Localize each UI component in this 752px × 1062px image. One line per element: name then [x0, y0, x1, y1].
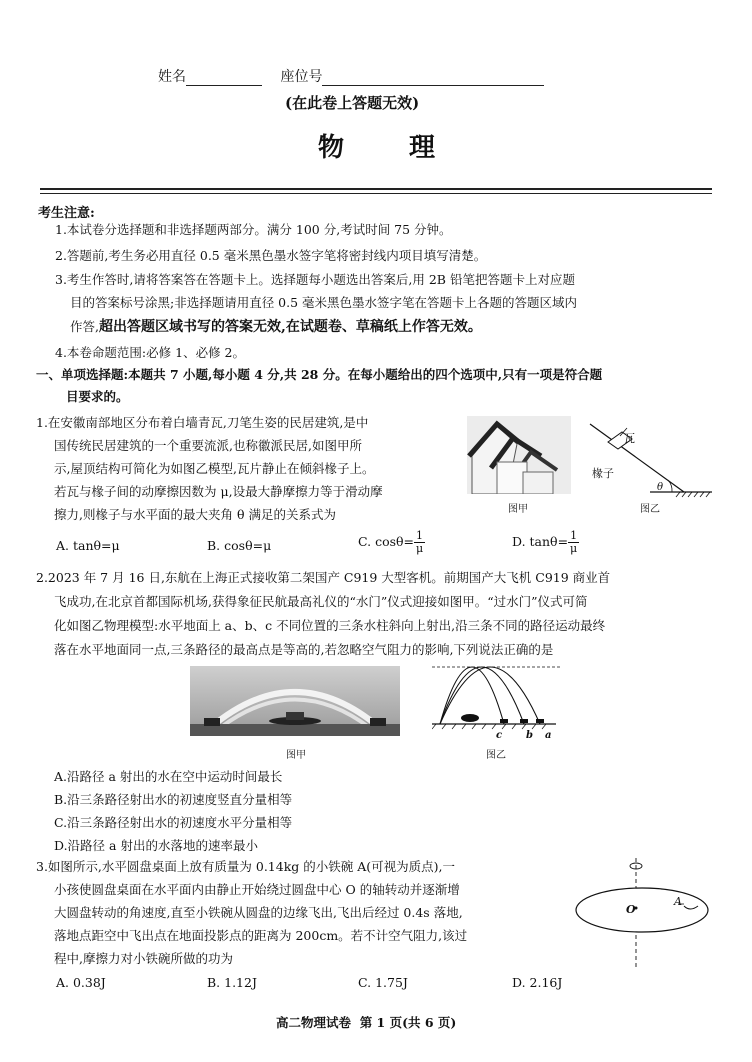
q1-label-rafter: 椽子 — [592, 467, 614, 480]
notice-title: 考生注意: — [38, 206, 95, 221]
notice-item: 作答,超出答题区域书写的答案无效,在试题卷、草稿纸上作答无效。 — [70, 319, 482, 335]
q3-option-a: A. 0.38J — [56, 975, 106, 990]
notice-item: 1.本试卷分选择题和非选择题两部分。满分 100 分,考试时间 75 分钟。 — [55, 222, 452, 237]
q2-label-a: a — [545, 730, 552, 741]
q1-option-c: C. cosθ= $\frac{1}{\mu}$ — [358, 529, 424, 555]
q3-text: 小孩使圆盘桌面在水平面内由静止开始绕过圆盘中心 O 的轴转动并逐渐增 — [54, 882, 460, 897]
page-footer: 高二物理试卷 第 1 页(共 6 页) — [276, 1015, 457, 1030]
q2-trajectory-diagram — [432, 662, 560, 740]
q3-option-d: D. 2.16J — [512, 975, 563, 990]
q2-text: 2.2023 年 7 月 16 日,东航在上海正式接收第二架国产 C919 大型客机。前期国产大飞机 C919 商业首 — [36, 570, 611, 585]
fraction: $\frac{1}{\mu}$ — [415, 529, 424, 555]
section-heading: 一、单项选择题:本题共 7 小题,每小题 4 分,共 28 分。在每小题给出的四个选项中,只有一项是符合题 — [36, 367, 603, 382]
notice-item: 目的答案标号涂黑;非选择题请用直径 0.5 毫米黑色墨水签字笔在答题卡上各题的答题区域内 — [70, 295, 578, 310]
q1-option-b: B. cosθ=μ — [207, 538, 272, 553]
notice-item: 2.答题前,考生务必用直径 0.5 毫米黑色墨水签字笔将密封线内项目填写清楚。 — [55, 248, 487, 263]
name-blank — [186, 71, 262, 86]
q3-turntable-diagram — [574, 852, 712, 970]
q2-fig2-caption: 图乙 — [486, 750, 506, 761]
notice-item: 3.考生作答时,请将答案答在答题卡上。选择题每小题选出答案后,用 2B 铅笔把答题卡上对应题 — [55, 272, 575, 287]
q1-label-tile: 瓦 — [624, 432, 635, 445]
section-heading-cont: 目要求的。 — [66, 389, 129, 404]
fraction: $\frac{1}{\mu}$ — [569, 529, 578, 555]
q2-label-c: c — [496, 730, 503, 741]
q2-text: 落在水平地面同一点,三条路径的最高点是等高的,若忽略空气阻力的影响,下列说法正确的是 — [54, 642, 554, 657]
q2-option-d: D.沿路径 a 射出的水落地的速率最小 — [54, 838, 258, 853]
name-label: 姓名 — [158, 69, 186, 85]
divider-thin — [40, 193, 712, 194]
page-title: 物 理 — [318, 133, 464, 163]
q3-text: 3.如图所示,水平圆盘桌面上放有质量为 0.14kg 的小铁碗 A(可视为质点),一 — [36, 859, 455, 874]
notice-emphasis: 超出答题区域书写的答案无效,在试题卷、草稿纸上作答无效。 — [98, 319, 482, 335]
q2-fig1-caption: 图甲 — [286, 750, 306, 761]
q1-text: 擦力,则椽子与水平面的最大夹角 θ 满足的关系式为 — [54, 507, 336, 522]
name-field — [158, 66, 544, 86]
q3-label-a: A — [674, 895, 682, 908]
q2-option-a: A.沿路径 a 射出的水在空中运动时间最长 — [54, 769, 283, 784]
q1-fig2-caption: 图乙 — [640, 504, 660, 515]
q2-photo-water-salute — [190, 666, 400, 736]
q2-option-b: B.沿三条路径射出水的初速度竖直分量相等 — [54, 792, 293, 807]
q3-text: 落地点距空中飞出点在地面投影点的距离为 200cm。若不计空气阻力,该过 — [54, 928, 468, 943]
q1-fig1-caption: 图甲 — [508, 504, 528, 515]
q1-incline-diagram — [580, 420, 715, 500]
q1-photo-huizhou-building — [467, 416, 571, 494]
q1-option-a: A. tanθ=μ — [56, 538, 120, 553]
q2-option-c: C.沿三条路径射出水的初速度水平分量相等 — [54, 815, 293, 830]
seat-blank — [322, 71, 544, 86]
q1-label-angle: θ — [657, 482, 664, 493]
q2-text: 化如图乙物理模型:水平地面上 a、b、c 不同位置的三条水柱斜向上射出,沿三条不同的路径运动最终 — [54, 618, 606, 633]
q1-text: 国传统民居建筑的一个重要流派,也称徽派民居,如图甲所 — [54, 438, 362, 453]
q2-label-b: b — [526, 730, 533, 741]
q3-label-o: O — [626, 903, 636, 916]
seat-label: 座位号 — [280, 69, 323, 85]
q3-option-b: B. 1.12J — [207, 975, 257, 990]
invalid-note: (在此卷上答题无效) — [285, 94, 420, 112]
q2-text: 飞成功,在北京首都国际机场,获得象征民航最高礼仪的“水门”仪式迎接如图甲。“过水门”仪式可简 — [54, 594, 588, 609]
q3-text: 程中,摩擦力对小铁碗所做的功为 — [54, 951, 233, 966]
q3-text: 大圆盘转动的角速度,直至小铁碗从圆盘的边缘飞出,飞出后经过 0.4s 落地, — [54, 905, 463, 920]
q1-text: 1.在安徽南部地区分布着白墙青瓦,刀笔生姿的民居建筑,是中 — [36, 415, 369, 430]
notice-item: 4.本卷命题范围:必修 1、必修 2。 — [55, 345, 245, 360]
q1-text: 若瓦与椽子间的动摩擦因数为 μ,设最大静摩擦力等于滑动摩 — [54, 484, 383, 499]
q3-option-c: C. 1.75J — [358, 975, 408, 990]
q1-option-d: D. tanθ= $\frac{1}{\mu}$ — [512, 529, 578, 555]
q1-text: 示,屋顶结构可简化为如图乙模型,瓦片静止在倾斜椽子上。 — [54, 461, 375, 476]
divider-thick — [40, 188, 712, 190]
